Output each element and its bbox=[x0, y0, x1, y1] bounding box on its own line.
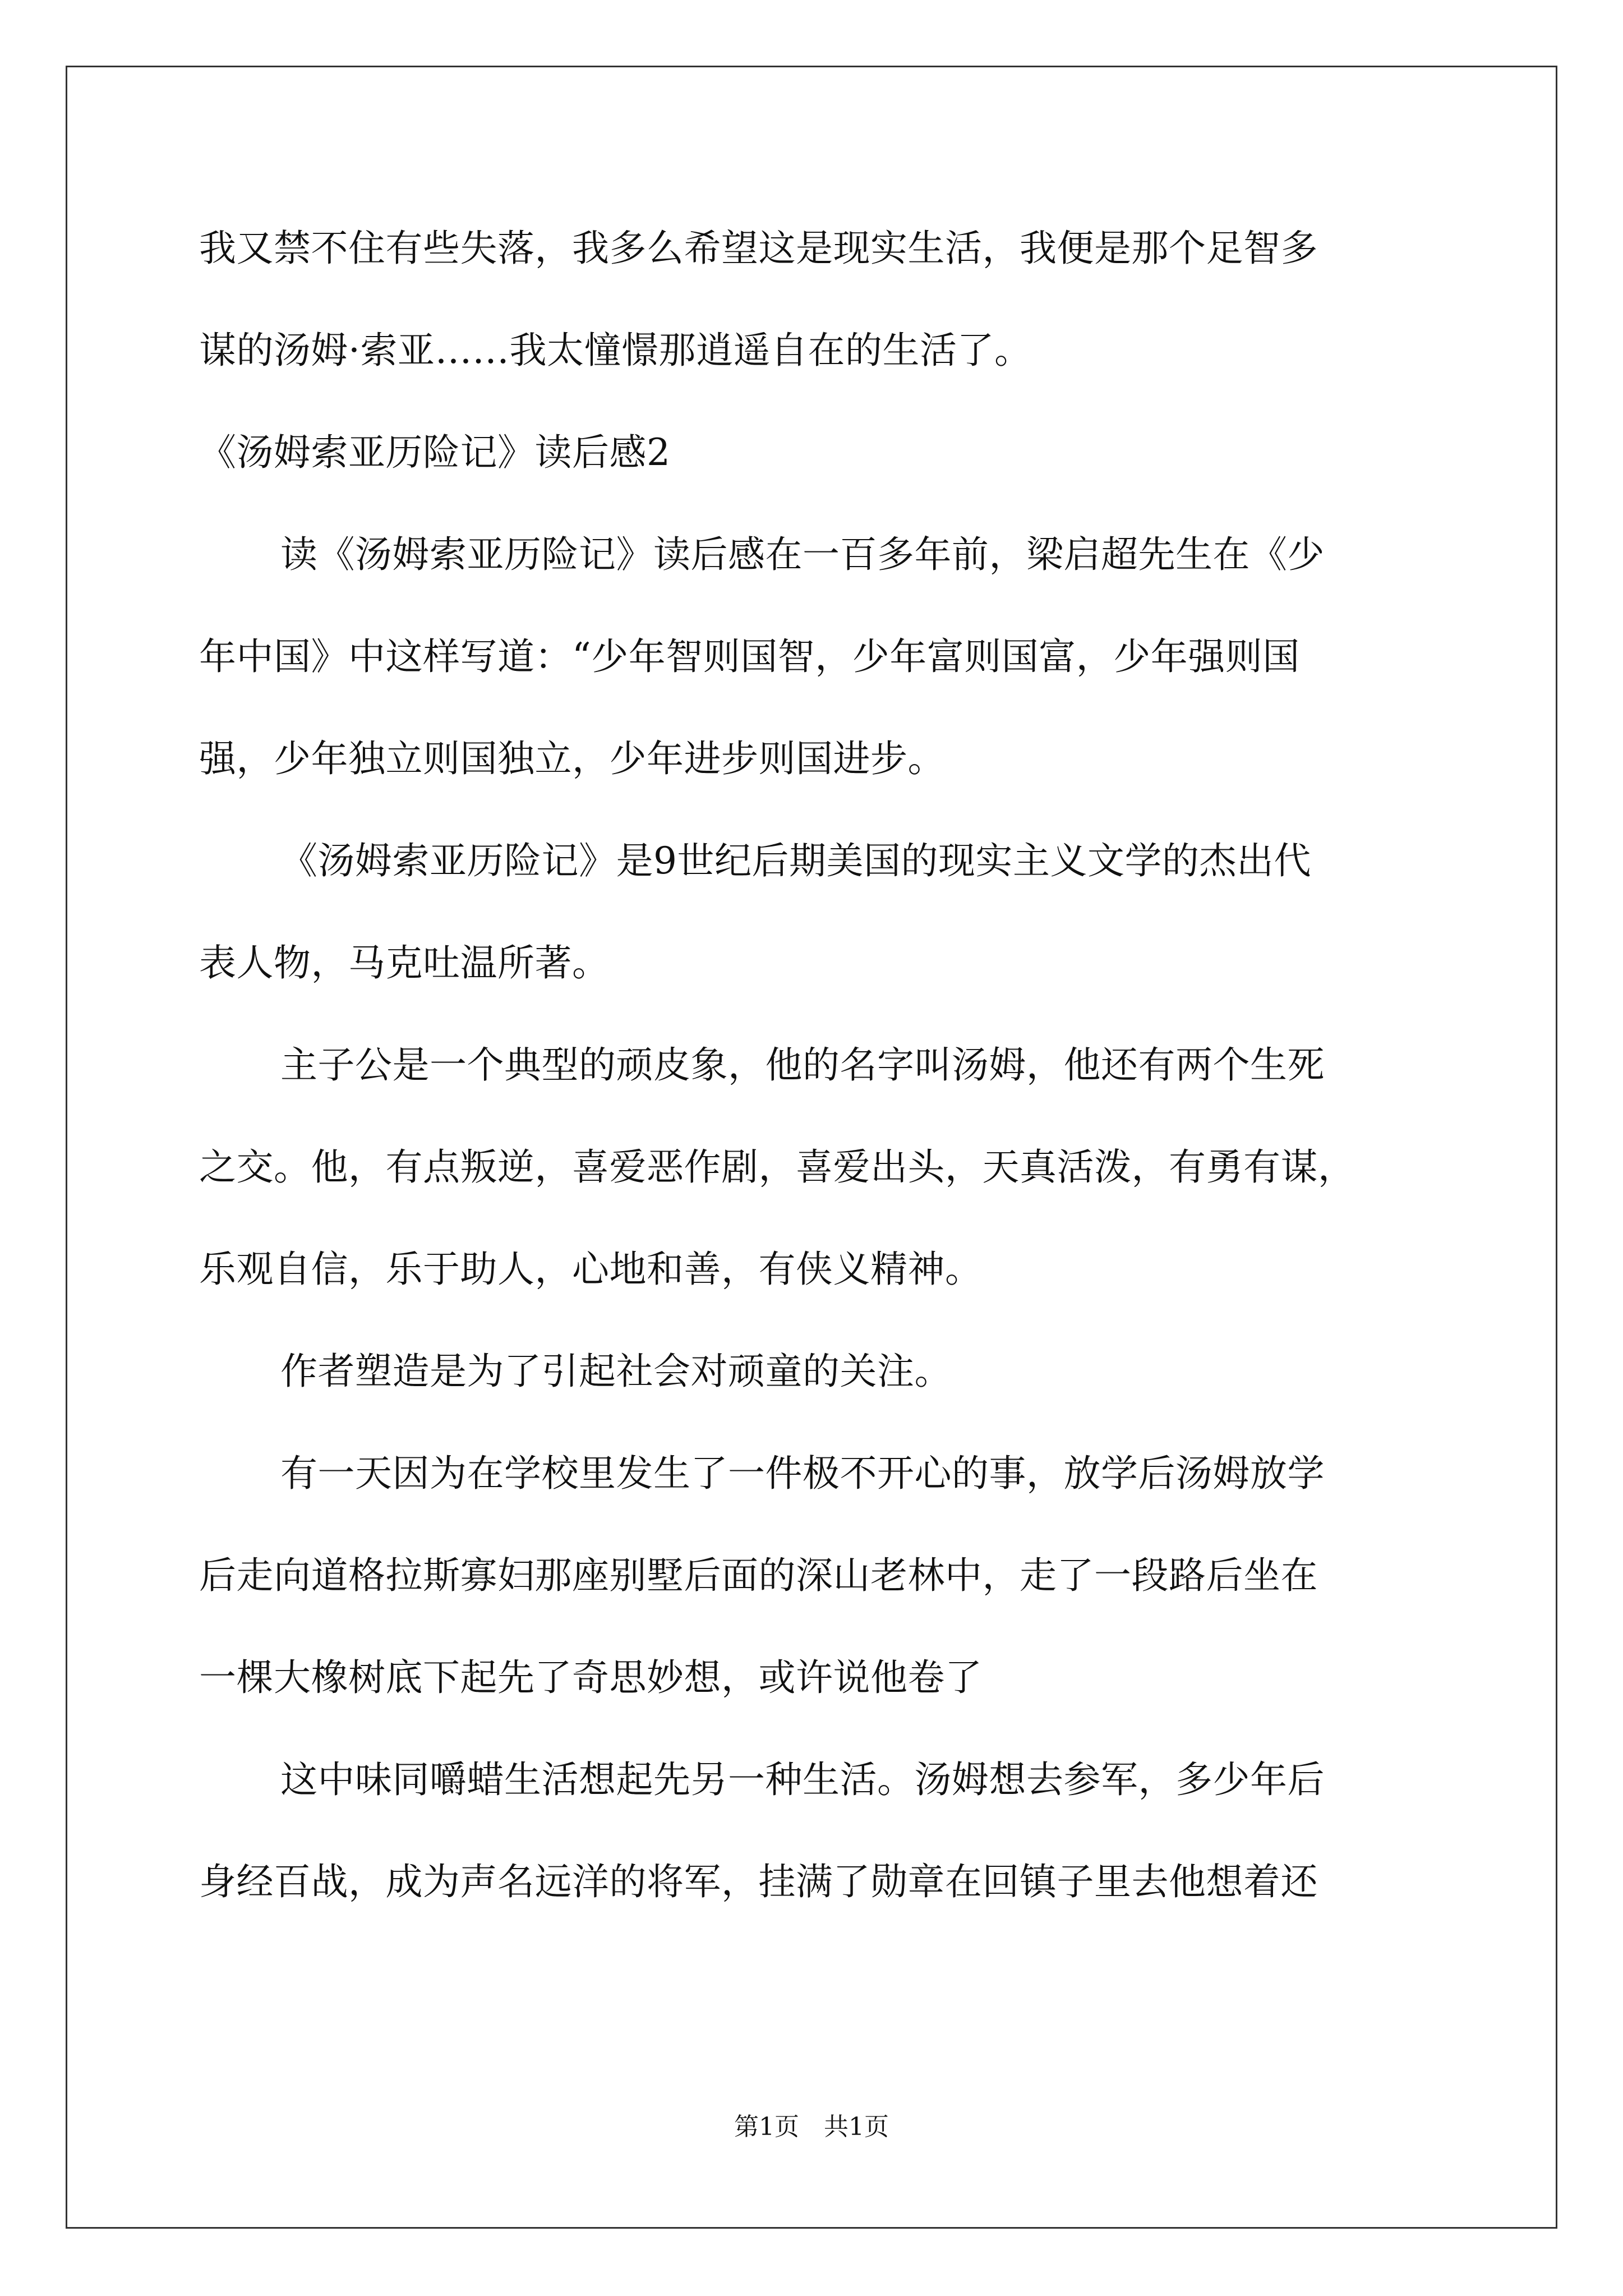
text-line: 读《汤姆索亚历险记》读后感在一百多年前，梁启超先生在《少 bbox=[280, 533, 1325, 576]
text-line: 主子公是一个典型的顽皮象，他的名字叫汤姆，他还有两个生死 bbox=[280, 1043, 1325, 1087]
text-line: 一棵大橡树底下起先了奇思妙想，或许说他卷了 bbox=[199, 1656, 983, 1699]
page-footer: 第1页 共1页 bbox=[734, 2113, 889, 2141]
text-line: 有一天因为在学校里发生了一件极不开心的事，放学后汤姆放学 bbox=[280, 1452, 1325, 1495]
text-line: 我又禁不住有些失落，我多么希望这是现实生活，我便是那个足智多 bbox=[199, 227, 1318, 270]
text-line: 强，少年独立则国独立，少年进步则国进步。 bbox=[199, 737, 945, 780]
text-line: 《汤姆索亚历险记》是9世纪后期美国的现实主义文学的杰出代 bbox=[280, 839, 1311, 882]
text-line: 年中国》中这样写道：“少年智则国智，少年富则国富，少年强则国 bbox=[199, 635, 1300, 678]
text-line: 后走向道格拉斯寡妇那座别墅后面的深山老林中，走了一段路后坐在 bbox=[199, 1554, 1318, 1597]
text-line: 表人物，马克吐温所著。 bbox=[199, 941, 610, 984]
text-line: 这中味同嚼蜡生活想起先另一种生活。汤姆想去参军，多少年后 bbox=[280, 1758, 1325, 1801]
text-line: 乐观自信，乐于助人，心地和善，有侠义精神。 bbox=[199, 1248, 983, 1291]
text-line: 作者塑造是为了引起社会对顽童的关注。 bbox=[280, 1350, 952, 1393]
section-heading: 《汤姆索亚历险记》读后感2 bbox=[199, 431, 671, 474]
text-line: 之交。他，有点叛逆，喜爱恶作剧，喜爱出头，天真活泼，有勇有谋， bbox=[199, 1145, 1355, 1189]
text-line: 身经百战，成为声名远洋的将军，挂满了勋章在回镇子里去他想着还 bbox=[199, 1860, 1318, 1903]
text-line: 谋的汤姆·索亚……我太憧憬那逍遥自在的生活了。 bbox=[199, 329, 1032, 372]
